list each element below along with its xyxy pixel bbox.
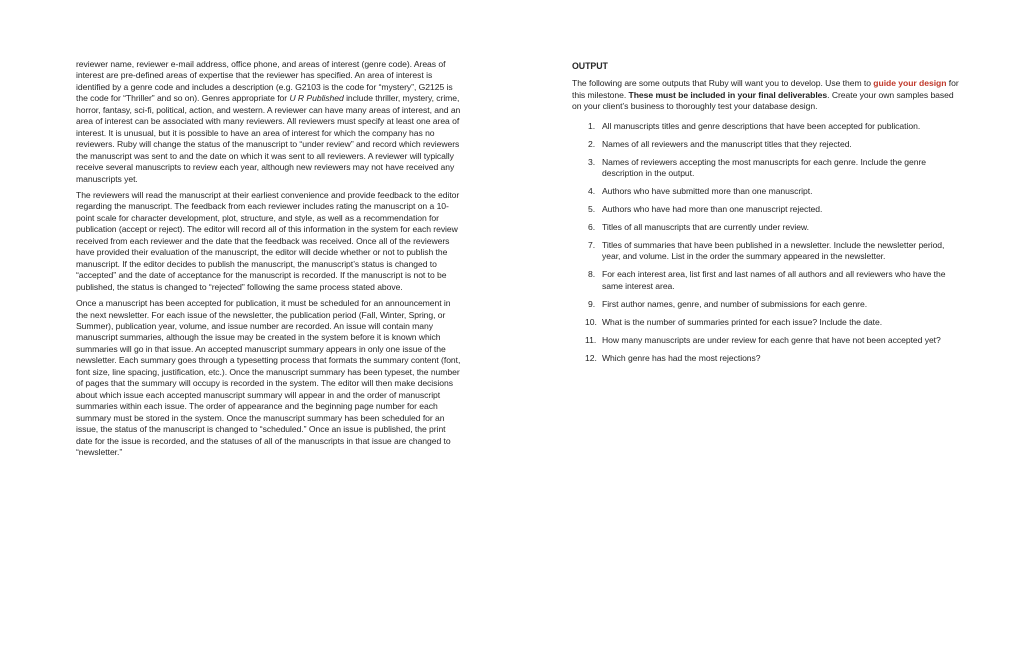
paragraph-reviewers: reviewer name, reviewer e-mail address, office phone, and areas of interest (genre code). Areas of interest are pre-defined areas of expertise that the reviewer has specified. An area of interest is identified by a genre code and includes a description (e.g. G2103 is the code for “mystery”, G2125 is the code for “Thriller” and so on). Genres appropriate for U R Published include thriller, mystery, crime, horror, fantasy, sci-fi, political, action, and western. A reviewer can have many areas of interest, and an area of interest can be associated with many reviewers. All reviewers must specify at least one area of interest. It is unusual, but it is possible to have an area of interest for which the company has no reviewers. Ruby will change the status of the manuscript to “under review” and record which reviewers the manuscript was sent to and the date on which it was sent to all reviewers. A reviewer will typically receive several manuscripts to review each year, although new reviewers may not have received any manuscripts yet. (76, 59, 461, 184)
list-item: 3. Names of reviewers accepting the most manuscripts for each genre. Include the genre description in the output. (588, 156, 927, 179)
list-item: 1. All manuscripts titles and genre descriptions that have been accepted for publication. (588, 120, 921, 131)
left-column (76, 59, 462, 463)
right-column (572, 61, 964, 371)
list-item: 10. What is the number of summaries printed for each issue? Include the date. (585, 316, 883, 327)
list-item: 2. Names of all reviewers and the manuscript titles that they rejected. (588, 138, 852, 149)
guide-design-highlight: guide your design (873, 78, 947, 89)
output-heading: OUTPUT (572, 61, 608, 71)
company-name: U R Published (289, 93, 344, 104)
list-item: 6. Titles of all manuscripts that are currently under review. (588, 222, 809, 233)
deliverables-note: These must be included in your final deliverables (628, 89, 828, 100)
list-item: 4. Authors who have submitted more than one manuscript. (588, 186, 813, 197)
paragraph-newsletter: Once a manuscript has been accepted for publication, it must be scheduled for an announcement in the next newsletter. For each issue of the newsletter, the publication period (Fall, Winter, Spring, or Summer), publication year, volume, and issue number are recorded. An issue will contain many manuscript summaries, although the issue may be created in the system before it is known which summaries will go in that issue. An accepted manuscript summary appears in only one issue of the newsletter. Each summary goes through a typesetting process that formats the summary content (font, font size, line spacing, justification, etc.). Once the manuscript summary has been typeset, the number of pages that the summary will occupy is recorded in the system. The editor will then make decisions about which issue each accepted manuscript summary will appear in and the order of manuscript summaries within each issue. The order of appearance and the beginning page number for each summary must be stored in the system. Once the manuscript summary has been scheduled for an issue, the status of the manuscript is changed to “scheduled.” Once an issue is published, the print date for the issue is recorded, and the statuses of all of the manuscripts in that issue are changed to “newsletter.” (76, 298, 461, 457)
list-item: 11. How many manuscripts are under review for each genre that have not been accepted yet? (585, 334, 941, 345)
output-list (572, 121, 964, 364)
output-intro: The following are some outputs that Ruby will want you to develop. Use them to guide your design for this milestone. These must be included in your final deliverables. Create your own samples based on your client’s business to thoroughly test your database design. (572, 78, 959, 112)
paragraph-feedback: The reviewers will read the manuscript at their earliest convenience and provide feedback to the editor regarding the manuscript. The feedback from each reviewer includes rating the manuscript on a 10-point scale for character development, plot, structure, and style, as well as a recommendation for publication (accept or reject). The editor will record all of this information in the system for each review received from each reviewer and the date that the feedback was received. Once all of the reviewers have provided their evaluation of the manuscript, the editor will decide whether or not to publish the manuscript. If the editor decides to publish the manuscript, the manuscript’s status is changed to “accepted” and the date of acceptance for the manuscript is recorded. If the manuscript is not to be published, the status is changed to “rejected” following the same process stated above. (76, 189, 460, 292)
list-item: 9. First author names, genre, and number of submissions for each genre. (588, 298, 868, 309)
list-item: 8. For each interest area, list first and last names of all authors and all reviewers who have the same interest area. (588, 269, 946, 291)
list-item: 5. Authors who have had more than one manuscript rejected. (588, 204, 823, 215)
list-item: 7. Titles of summaries that have been published in a newsletter. Include the newsletter period, year, and volume. List in the order the summary appeared in the newsletter. (588, 239, 945, 262)
list-item: 12. Which genre has had the most rejections? (585, 352, 761, 363)
